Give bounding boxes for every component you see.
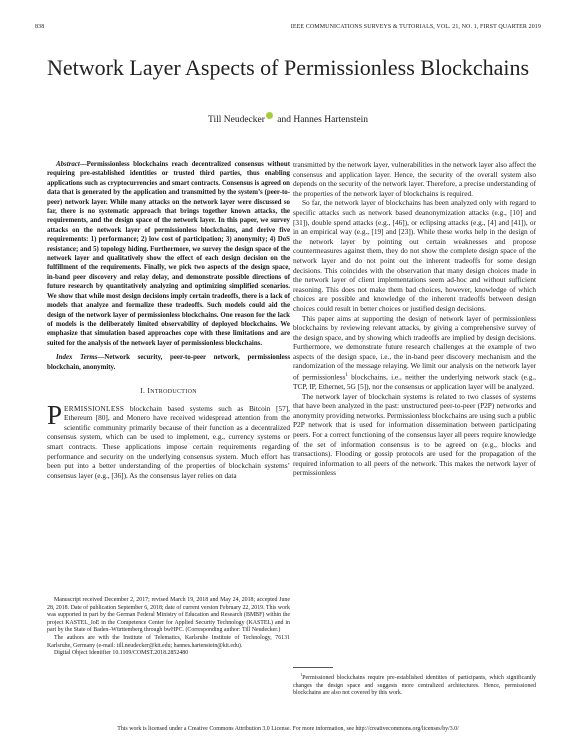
journal-name: IEEE COMMUNICATIONS SURVEYS & TUTORIALS, VOL. 21, NO. 1, FIRST QUARTER 2019: [290, 24, 541, 30]
doi-note: Digital Object Identifier 10.1109/COMST.2018.2852480: [54, 650, 189, 657]
right-paragraph-3: This paper aims at supporting the design of network layer of permissionless blockchains by reviewing relevant attacks, by giving a comprehensive survey of the design space, and by showing which tradeoffs are implied by design decisions. Furthermore, we demonstrate future research challenges at the example of two aspects of the design space, i.e., the in-band peer discovery mechanism and the randomization of the message relaying. We limit our analysis on the network layer of permissionless$^1$ blockchains, i.e., neither the underlying network stack (e.g., TCP, IP, Ethernet, 5G [5]), nor the consensus or application layer will be analyzed.: [293, 313, 537, 392]
orcid-icon[interactable]: [266, 112, 273, 119]
abstract-text: —Permissionless blockchains reach decentralized consensus without requiring pre-established identities or trusted third parties, thus enabling applications such as cryptocurrencies and smart contracts. Consensus is agreed on data that is generated by the application and transmitted by the system’s (peer-to-peer) network layer. While many attacks on the network layer were discussed so far, there is no systematic approach that brings together known attacks, the requirements, and the design space of the network layer. In this paper, we survey attacks on the network layer of permissionless blockchains, and derive five requirements: 1) performance; 2) low cost of participation; 3) anonymity; 4) DoS resistance; and 5) topology hiding. Furthermore, we survey the design space of the network layer and qualitatively show the effect of each design decision on the fulfillment of the requirements. Finally, we pick two aspects of the design space, in-band peer discovery and relay delay, and demonstrate possible directions of future research by quantitatively analyzing and optimizing simplified scenarios. We show that while most design decisions imply certain tradeoffs, there is a lack of models that analyze and formalize these tradeoffs. Such models could aid the design of the network layer of permissionless blockchains. One reason for the lack of models is the deliberately limited observability of deployed blockchains. We emphasize that simulation based approaches cope with these limitations and are suited for the analysis of the network layer of permissionless blockchains.: [47, 161, 290, 347]
manuscript-note: Manuscript received December 2, 2017; revised March 19, 2018 and May 24, 2018; accepted June 28, 2018. Date of publication September 6, 2018; date of current version February 22, 2019. This work was supported in part by the German Federal Ministry of Education and Research (BMBF) within the project KASTEL_IoE in the Competence Center for Applied Security Technology (KASTEL) and in part by the State of Baden–Württemberg through bwHPC. (Corresponding author: Till Neudecker.): [47, 597, 290, 634]
right-paragraph-1: transmitted by the network layer, vulnerabilities in the network layer also affect the consensus and application layer. Hence, the security of the overall system also depends on the security of the network layer. Therefore, a precise understanding of the properties of the network layer of blockchains is required.: [293, 160, 536, 198]
index-terms-text: —Network security, peer-to-peer network, permissionless blockchain, anonymity.: [47, 354, 290, 371]
section-heading-introduction: I. INTRODUCTION: [140, 385, 197, 395]
author-first: Till Neudecker: [207, 115, 265, 125]
index-terms: [47, 353, 290, 372]
right-paragraph-4: The network layer of blockchain systems is related to two classes of systems that have been analyzed in the past: unstructured peer-to-peer (P2P) networks and anonymity providing networks. Permissionless blockchains are using such a public P2P network that is used for information dissemination between participating peers. For a correct functioning of the consensus layer all peers require knowledge of the set of information consensus is to be agreed on (e.g., blocks and transactions). Flooding or gossip protocols are used for the propagation of the required information to all peers of the network. This makes the network layer of permissionless: [293, 391, 536, 478]
manuscript-footnotes: [47, 597, 290, 658]
left-column: [47, 160, 290, 480]
footnote-rule: [293, 667, 333, 668]
intro-text: blockchain based systems such as Bitcoin [57], Ethereum [80], and Monero have received widespread attention from the scientific community primarily because of their function as a decentralized consensus system, which can be used to implement, e.g., currency systems or smart contracts. These applications impose certain requirements regarding performance and security on the underlying consensus system. Much effort has been put into a better understanding of the properties of blockchain systems’ consensus layer (e.g., [36]). As the consensus layer relies on data: [47, 403, 290, 480]
right-paragraph-2: So far, the network layer of blockchains has been analyzed only with regard to specific attacks such as network based deanonymization attacks (e.g., [10] and [31]), double spend attacks (e.g., [46]), or eclipsing attacks (e.g., [4] and [41]), or in an empirical way (e.g., [19] and [23]). While these works help in the design of the network layer by pointing out certain weaknesses and propose countermeasures against them, they do not show the complete design space of the network layer and do not point out the inherent tradeoffs for some design decisions. This coincides with the observation that many design choices made in the network layer of client implementations seem ad-hoc and without sufficient reasoning. This does not make them bad choices, however, knowledge of which choices are possible and knowledge of the inherent tradeoffs between design choices could result in better choices or justified design decisions.: [293, 198, 536, 313]
author-second: Hannes Hartenstein: [293, 115, 369, 125]
right-column: [293, 160, 536, 478]
license-notice: This work is licensed under a Creative Commons Attribution 3.0 License. For more information, see http://creativecommons.org/licenses/by/3.0/: [117, 726, 459, 732]
page-number: 838: [35, 24, 45, 30]
footnote-mark[interactable]: 1: [345, 373, 348, 379]
abstract: [47, 160, 290, 348]
footnote-permissioned: [293, 671, 536, 698]
author-line: [40, 112, 536, 125]
intro-paragraph: [47, 399, 290, 481]
footnote-text: Permissioned blockchains require pre-established identities of participants, which significantly changes the design space and suggests more centralized architectures. Hence, permissioned blockchains are also not covered by this work.: [293, 674, 536, 697]
drop-cap: P: [47, 399, 63, 430]
index-terms-label: Index Terms: [56, 354, 98, 362]
paper-title: Network Layer Aspects of Permissionless Blockchains: [46, 55, 530, 80]
affiliation-note: The authors are with the Institute of Telematics, Karlsruhe Institute of Technology, 76131 Karlsruhe, Germany (e-mail: till.neudecker@kit.edu; hannes.hartenstein@kit.edu).: [47, 634, 290, 649]
footnote-number: 1: [300, 672, 303, 677]
abstract-label: Abstract: [56, 161, 80, 168]
intro-first-word: ERMISSIONLESS: [64, 403, 125, 413]
author-connector: and: [274, 115, 294, 125]
